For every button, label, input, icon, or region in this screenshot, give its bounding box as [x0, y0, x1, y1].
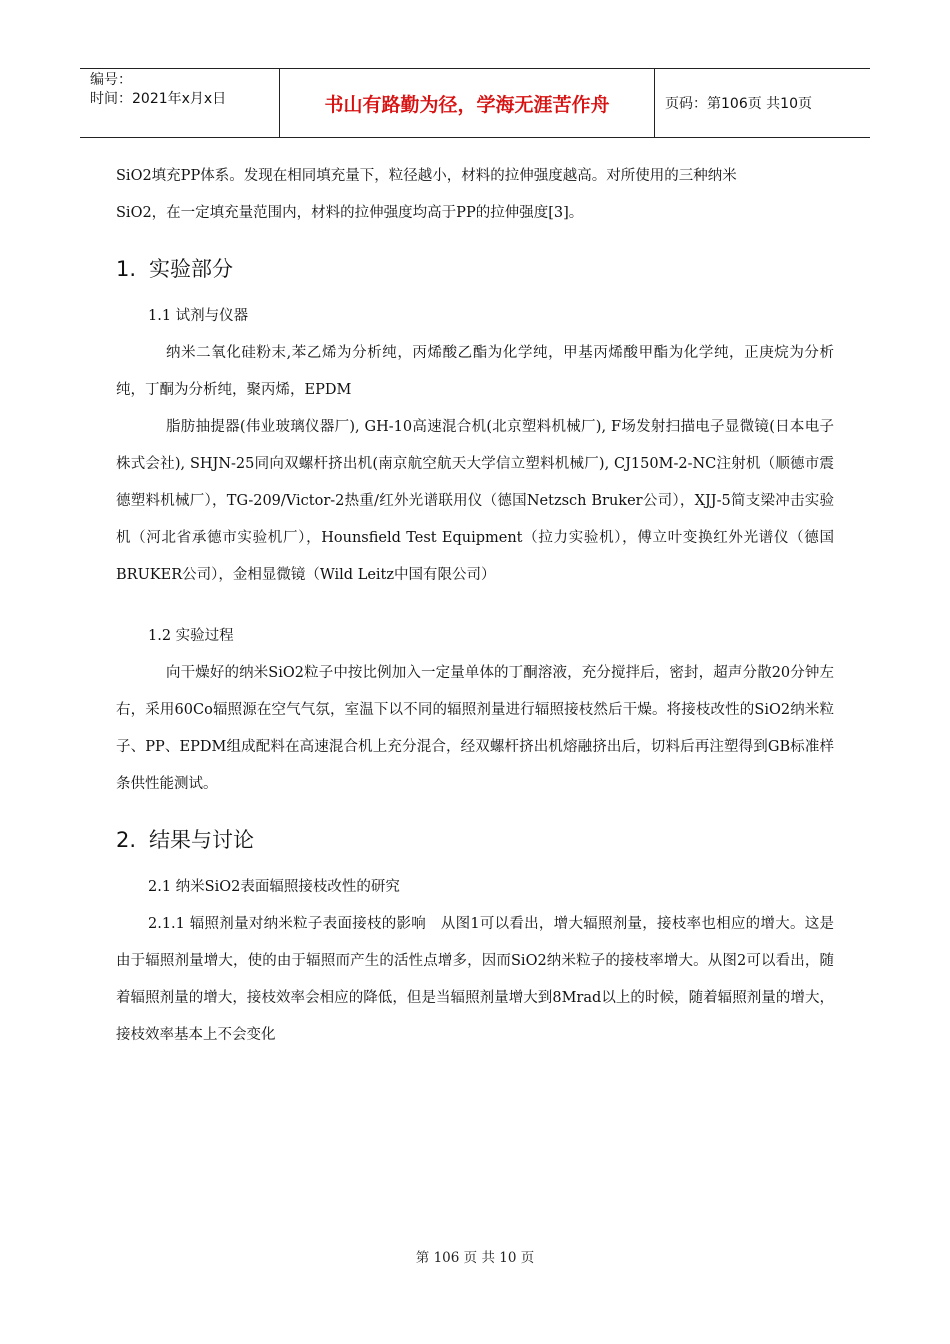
- page-header: [80, 68, 870, 138]
- section-number: 1.: [116, 257, 137, 281]
- intro-line-1: SiO2填充PP体系。发现在相同填充量下，粒径越小，材料的拉伸强度越高。对所使用的三种纳米: [116, 168, 737, 184]
- page-footer: 第 106 页 共 10 页: [415, 1250, 535, 1266]
- header-number-label: 编号：: [90, 72, 132, 88]
- header-meta: [80, 69, 280, 137]
- intro-line-2: SiO2，在一定填充量范围内，材料的拉伸强度均高于PP的拉伸强度[3]。: [116, 205, 584, 221]
- section-heading-1: [116, 254, 834, 284]
- header-motto: 书山有路勤为径，学海无涯苦作舟: [280, 69, 655, 137]
- section-title: 结果与讨论: [149, 828, 254, 852]
- paragraph-process: 向干燥好的纳米SiO2粒子中按比例加入一定量单体的丁酮溶液，充分搅拌后，密封，超声分散20分钟左右，采用60Co辐照源在空气气氛，室温下以不同的辐照剂量进行辐照接枝然后干燥。将接枝改性的SiO2纳米粒子、PP、EPDM组成配料在高速混合机上充分混合，经双螺杆挤出机熔融挤出后，切料后再注塑得到GB标准样条供性能测试。: [116, 665, 834, 792]
- paragraph-2-1-1: 2.1.1 辐照剂量对纳米粒子表面接枝的影响 从图1可以看出，增大辐照剂量，接枝率也相应的增大。这是由于辐照剂量增大，使的由于辐照而产生的活性点增多，因而SiO2纳米粒子的接枝率增大。从图2可以看出，随着辐照剂量的增大，接枝效率会相应的降低，但是当辐照剂量增大到8Mrad以上的时候，随着辐照剂量的增大，接枝效率基本上不会变化: [116, 916, 834, 1043]
- subsection-heading-1-1: 1.1 试剂与仪器: [148, 308, 249, 324]
- header-time-label: 时间：2021年x月x日: [90, 91, 227, 107]
- paragraph-reagents: 纳米二氧化硅粉末,苯乙烯为分析纯，丙烯酸乙酯为化学纯，甲基丙烯酸甲酯为化学纯，正庚烷为分析纯，丁酮为分析纯，聚丙烯，EPDM: [116, 345, 834, 398]
- paragraph-instruments: 脂肪抽提器(伟业玻璃仪器厂), GH-10高速混合机(北京塑料机械厂), F场发射扫描电子显微镜(日本电子株式会社), SHJN-25同向双螺杆挤出机(南京航空航天大学信立塑料机械厂), CJ150M-2-NC注射机（顺德市震德塑料机械厂），TG-209/Victor-2热重/红外光谱联用仪（德国Netzsch Bruker公司），XJJ-5简支梁冲击实验机（河北省承德市实验机厂），Hounsfield Test Equipment（拉力实验机），傅立叶变换红外光谱仪（德国BRUKER公司），金相显微镜（Wild Leitz中国有限公司）: [116, 419, 834, 583]
- subsection-heading-1-2: 1.2 实验过程: [148, 628, 234, 644]
- document-body: [116, 158, 834, 1054]
- section-number: 2.: [116, 828, 137, 852]
- section-title: 实验部分: [149, 257, 233, 281]
- section-heading-2: [116, 825, 834, 855]
- subsection-heading-2-1: 2.1 纳米SiO2表面辐照接枝改性的研究: [148, 879, 400, 895]
- header-page-label: 页码：第106页 共10页: [665, 96, 812, 112]
